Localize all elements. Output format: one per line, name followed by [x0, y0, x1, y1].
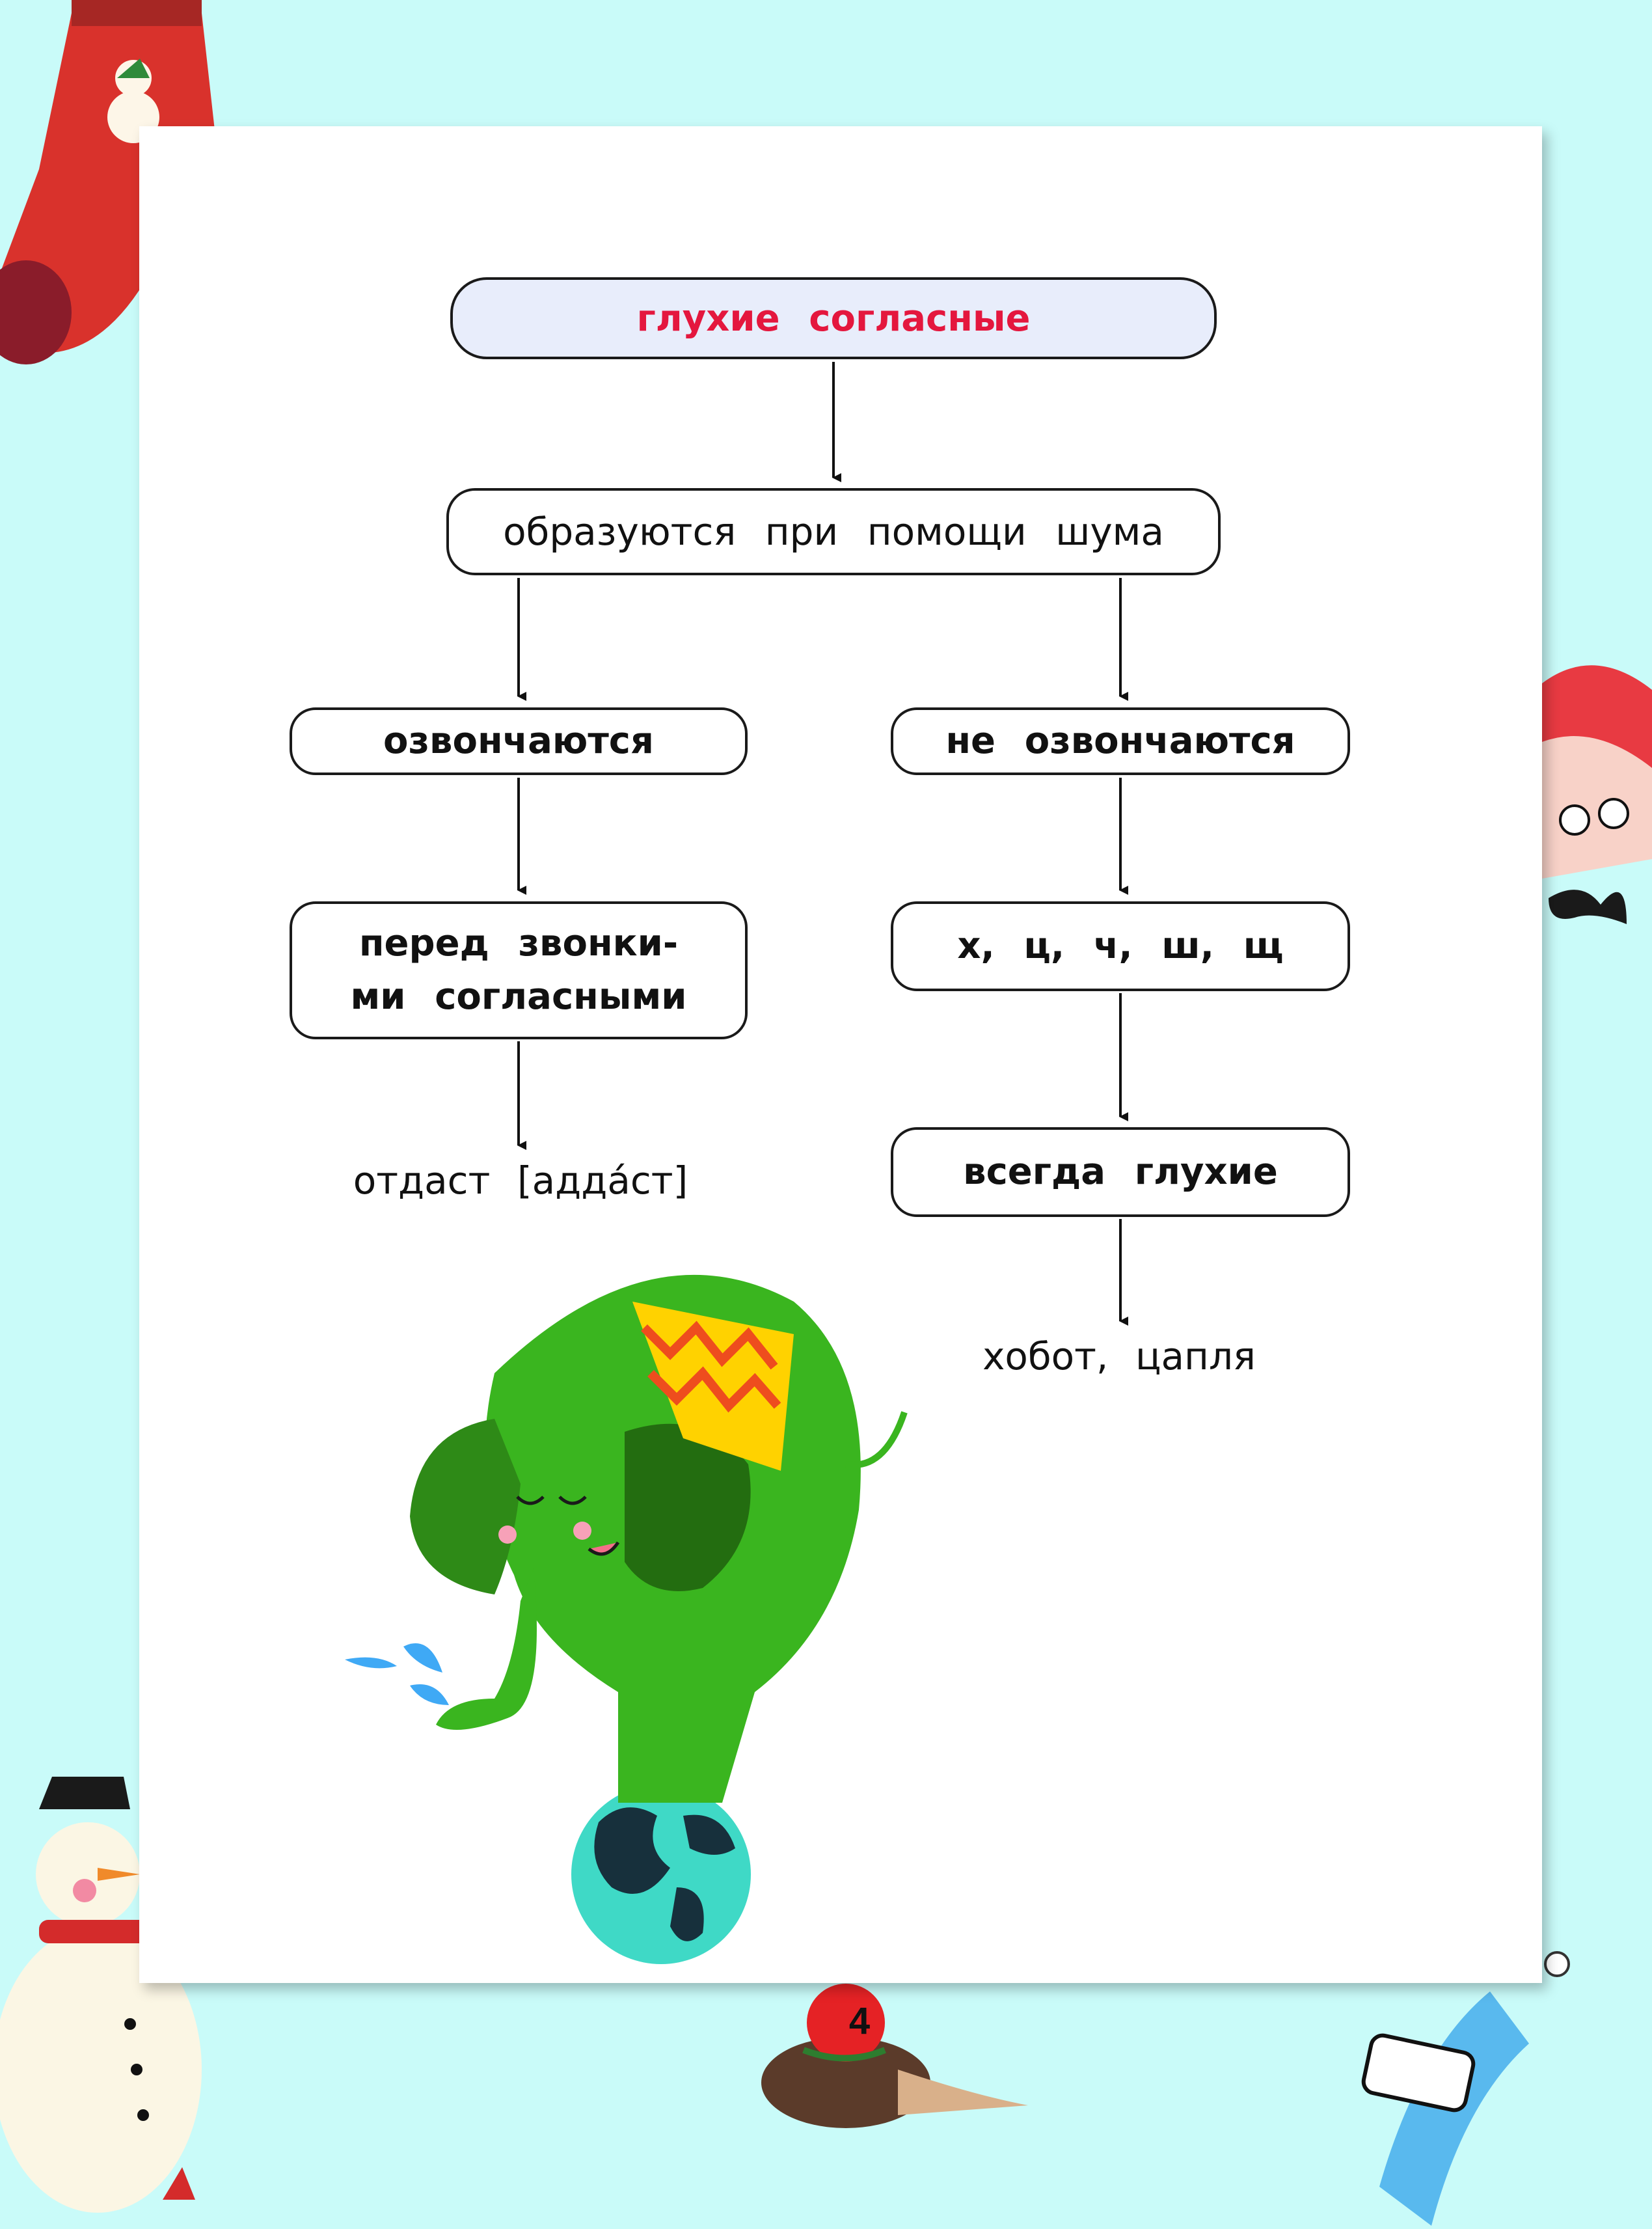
letters-text: х, ц, ч, ш, щ [957, 925, 1284, 967]
elephant-illustration [410, 1275, 904, 1803]
voiced-branch-text: озвончаются [383, 720, 654, 762]
voiced-example-text: отдаст [аддáст] [353, 1158, 688, 1203]
root-concept-text: глухие согласные [636, 297, 1031, 340]
always-unvoiced-text: всегда глухие [963, 1151, 1278, 1193]
production-text: образуются при помощи шума [503, 510, 1164, 554]
water-splash-illustration [345, 1643, 449, 1705]
globe-illustration [571, 1785, 751, 1964]
condition-line-1: перед звонки- [359, 922, 679, 964]
condition-line-2: ми согласными [350, 976, 687, 1018]
page-number: 4 [848, 2000, 871, 2042]
unvoiced-branch-text: не озвончаются [945, 720, 1295, 762]
unvoiced-example-text: хобот, цапля [982, 1334, 1256, 1378]
